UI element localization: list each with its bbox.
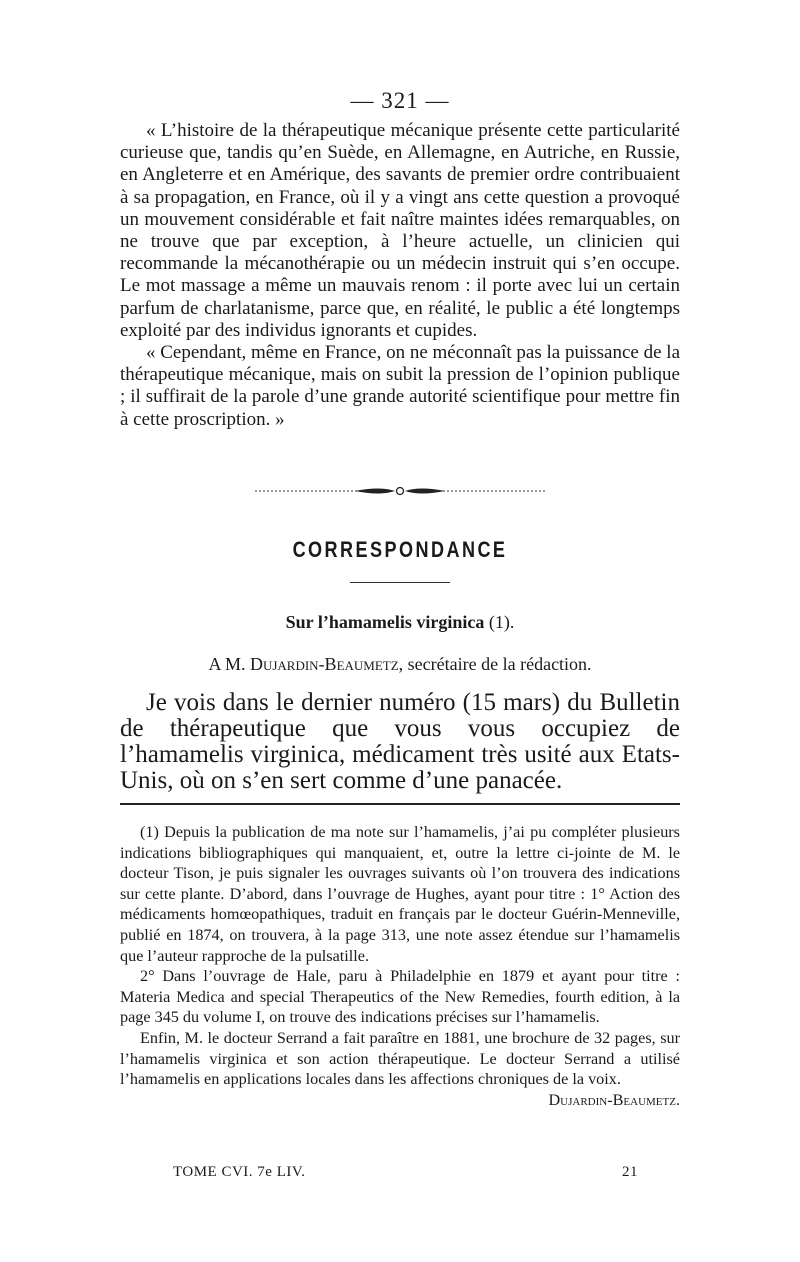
quotation-block (120, 120, 680, 431)
subheading-note-ref: (1). (488, 612, 515, 632)
footnote-paragraph-2: 2° Dans l’ouvrage de Hale, paru à Philadelphie en 1879 et ayant pour titre : Materia Medica and special Therapeutics of the New Remedies, fourth edition, à la page 345 du volume I, on trouve des indications précises sur l’hamamelis. (120, 967, 680, 1027)
address-name: Dujardin-Beaumetz, (249, 654, 404, 674)
page-footer (173, 1164, 638, 1181)
letter-body (120, 690, 680, 794)
ornamental-divider (255, 484, 545, 498)
page-number: — 321 — (350, 88, 450, 113)
footnote-paragraph-3-text: Enfin, M. le docteur Serrand a fait paraître en 1881, une brochure de 32 pages, sur l’hamamelis virginica et son action thérapeutique. Le docteur Serrand a utilisé l’hamamelis en applications locales dans les affections chroniques de la voix. (120, 1028, 680, 1089)
footnote-rule (120, 803, 680, 805)
title-rule (350, 582, 450, 583)
subheading-title: Sur l’hamamelis virginica (285, 612, 485, 632)
letter-address (0, 654, 800, 675)
quote-paragraph-2: « Cependant, même en France, on ne méconnaît pas la puissance de la thérapeutique mécanique, mais on subit la pression de l’opinion publique ; il suffirait de la parole d’une grande autorité scientifique pour mettre fin à cette proscription. » (120, 342, 680, 430)
footer-signature-mark: 21 (622, 1164, 638, 1180)
section-title: CORRESPONDANCE (292, 537, 508, 562)
letter-paragraph: Je vois dans le dernier numéro (15 mars) du Bulletin de thérapeutique que vous vous occupiez de l’hamamelis virginica, médicament très usité aux Etats-Unis, où on s’en sert comme d’une panacée. (120, 689, 680, 794)
footnote-paragraph-1: (1) Depuis la publication de ma note sur l’hamamelis, j’ai pu compléter plusieurs indications bibliographiques qui manquaient, et, outre la lettre ci-jointe de M. le docteur Tison, je puis signaler les ouvrages suivants où l’on trouvera des indications sur cette plante. D’abord, dans l’ouvrage de Hughes, ayant pour titre : 1° Action des médicaments homœopathiques, traduit en français par le docteur Guérin-Menneville, publié en 1874, on trouvera, à la page 313, une note assez étendue sur l’hamamelis que l’auteur rapproche de la pulsatille. (120, 823, 680, 965)
quote-paragraph-1: « L’histoire de la thérapeutique mécanique présente cette particularité curieuse que, tandis qu’en Suède, en Allemagne, en Autriche, en Russie, en Angleterre et en Amérique, des savants de premier ordre contribuaient à sa propagation, en France, où il y a vingt ans cette question a provoqué un mouvement considérable et fait naître maintes idées remarquables, on ne trouve que par exception, à l’heure actuelle, un clinicien qui recommande la mécanothérapie ou un médecin instruit qui s’en occupe. Le mot massage a même un mauvais renom : il porte avec lui un certain parfum de charlatanisme, parce que, en réalité, le public a été longtemps exploité par des individus ignorants et cupides. (120, 120, 680, 341)
footnote-block (120, 822, 680, 1110)
footer-volume: TOME CVI. 7e LIV. (173, 1164, 306, 1180)
address-salutation: A M. (208, 654, 246, 674)
address-role: secrétaire de la rédaction. (407, 654, 592, 674)
footnote-signature: Dujardin-Beaumetz. (548, 1090, 680, 1109)
footnote-paragraph-3 (120, 1028, 680, 1109)
article-subheading (0, 612, 800, 633)
